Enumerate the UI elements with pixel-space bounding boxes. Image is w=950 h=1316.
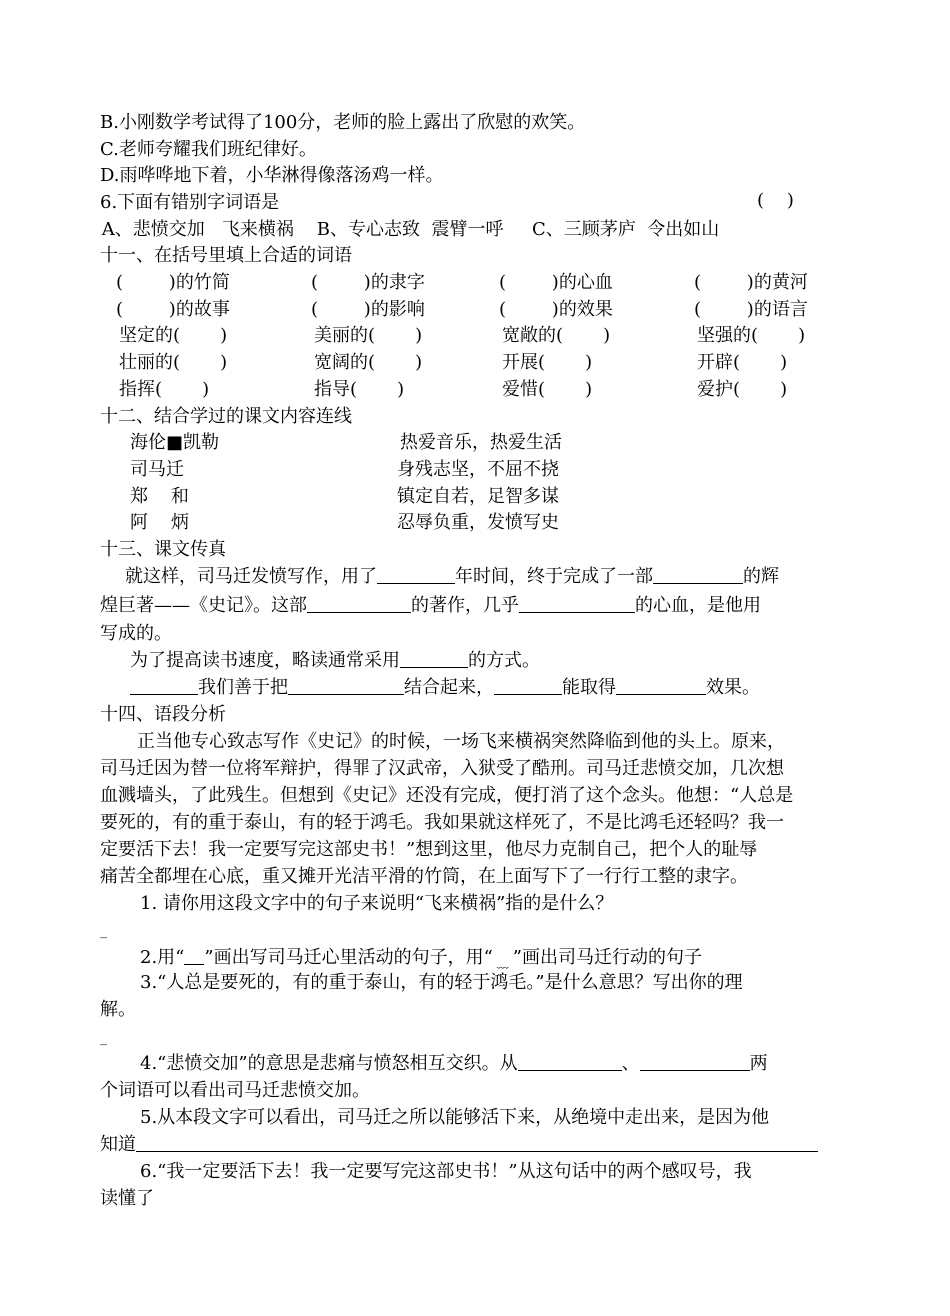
- fill-item: ( )的隶字: [311, 272, 425, 293]
- section-13-line-4: [130, 648, 540, 674]
- answer-blank[interactable]: [653, 565, 743, 584]
- question-6-answer-paren: ( ): [757, 190, 794, 211]
- option-b: B.小刚数学考试得了100分，老师的脸上露出了欣慰的欢笑。: [100, 112, 586, 133]
- question-4-continued: 个词语可以看出司马迁悲愤交加。: [100, 1080, 370, 1101]
- text: 2.用“: [140, 947, 185, 968]
- passage-line: 定要活下去！我一定要写完这部史书！”想到这里，他尽力克制自己，把个人的耻辱: [100, 839, 758, 860]
- text: 就这样，司马迁发愤写作，用了: [125, 566, 377, 587]
- answer-blank[interactable]: [494, 676, 562, 695]
- question-5-continued: [100, 1132, 818, 1158]
- fill-item: ( )的竹简: [116, 272, 230, 293]
- match-left-item: 司马迁: [130, 459, 184, 480]
- text: 的心血，是他用: [635, 595, 761, 616]
- fill-item: 爱惜( ): [502, 379, 593, 400]
- section-14-title: 十四、语段分析: [100, 704, 226, 725]
- fill-item: ( )的黄河: [694, 272, 808, 293]
- fill-item: ( )的心血: [499, 272, 613, 293]
- text: 的著作，几乎: [411, 595, 519, 616]
- question-6-options: A、悲愤交加 飞来横祸 B、专心志致 震臂一呼 C、三顾茅庐 令出如山: [96, 219, 720, 240]
- question-3-continued: 解。: [100, 999, 136, 1020]
- passage-line: 正当他专心致志写作《史记》的时候，一场飞来横祸突然降临到他的头上。原来，: [137, 731, 785, 752]
- answer-line-mark: _: [100, 1030, 107, 1046]
- passage-line: 司马迁因为替一位将军辩护，得罪了汉武帝，入狱受了酷刑。司马迁悲愤交加，几次想: [100, 758, 784, 779]
- question-4: [140, 1051, 768, 1077]
- section-13-line-5: [130, 675, 760, 701]
- question-6: 6.“我一定要活下去！我一定要写完这部史书！”从这句话中的两个感叹号，我: [140, 1161, 752, 1182]
- text: 两: [749, 1053, 768, 1074]
- passage-line: 痛苦全都埋在心底，重又摊开光洁平滑的竹筒，在上面写下了一行行工整的隶字。: [100, 866, 748, 887]
- answer-blank[interactable]: [130, 676, 198, 695]
- text: 知道: [100, 1134, 136, 1155]
- section-13-line-3: 写成的。: [100, 623, 172, 644]
- question-5: 5.从本段文字可以看出，司马迁之所以能够活下来，从绝境中走出来，是因为他: [140, 1107, 770, 1128]
- answer-blank[interactable]: [400, 649, 468, 668]
- section-13-line-2: [100, 593, 761, 619]
- text: 煌巨著——《史记》。这部: [100, 595, 307, 616]
- fill-item: 美丽的( ): [314, 325, 423, 346]
- answer-blank[interactable]: [640, 1052, 750, 1071]
- fill-item: ( )的效果: [499, 299, 613, 320]
- fill-item: 宽敞的( ): [502, 325, 611, 346]
- option-c: C.老师夸耀我们班纪律好。: [100, 139, 317, 160]
- text: 的辉: [743, 566, 779, 587]
- question-6-title: 6.下面有错别字词语是: [100, 192, 280, 213]
- passage-line: 要死的，有的重于泰山，有的轻于鸿毛。我如果就这样死了，不是比鸿毛还轻吗？我一: [100, 812, 784, 833]
- fill-item: 坚强的( ): [697, 325, 806, 346]
- answer-blank[interactable]: [307, 594, 411, 613]
- answer-blank[interactable]: [377, 565, 455, 584]
- wavy-line-sample: ﹏: [496, 956, 509, 970]
- option-d: D.雨哗哗地下着，小华淋得像落汤鸡一样。: [100, 165, 444, 186]
- fill-item: ( )的语言: [694, 299, 808, 320]
- text: 效果。: [706, 677, 760, 698]
- text: 的方式。: [468, 650, 540, 671]
- text: 我们善于把: [198, 677, 288, 698]
- section-12-title: 十二、结合学过的课文内容连线: [100, 406, 352, 427]
- fill-item: ( )的故事: [116, 299, 230, 320]
- match-left-item: 阿 炳: [130, 512, 189, 533]
- question-6-continued: 读懂了: [100, 1188, 154, 1209]
- section-13-title: 十三、课文传真: [100, 539, 226, 560]
- fill-item: 宽阔的( ): [314, 352, 423, 373]
- fill-item: 指导( ): [314, 379, 405, 400]
- underline-sample: [184, 946, 204, 965]
- fill-item: 壮丽的( ): [119, 352, 228, 373]
- text: 、: [621, 1053, 640, 1074]
- text: 能取得: [562, 677, 616, 698]
- text: 结合起来，: [404, 677, 494, 698]
- fill-item: 爱护( ): [697, 379, 788, 400]
- question-1: 1. 请你用这段文字中的句子来说明“飞来横祸”指的是什么？: [140, 893, 614, 914]
- answer-blank[interactable]: [518, 1052, 622, 1071]
- answer-blank[interactable]: [136, 1133, 818, 1152]
- text: 4.“悲愤交加”的意思是悲痛与愤怒相互交织。从: [140, 1053, 518, 1074]
- section-11-title: 十一、在括号里填上合适的词语: [100, 245, 352, 266]
- match-right-item: 忍辱负重，发愤写史: [397, 512, 559, 533]
- fill-item: 开展( ): [502, 352, 593, 373]
- fill-item: 开辟( ): [697, 352, 788, 373]
- answer-blank[interactable]: [519, 594, 635, 613]
- section-13-line-1: [125, 564, 779, 590]
- match-right-item: 热爱音乐，热爱生活: [400, 432, 562, 453]
- text: ”画出司马迁行动的句子: [512, 947, 702, 968]
- match-right-item: 镇定自若，足智多谋: [397, 486, 559, 507]
- match-left-item: 郑 和: [130, 486, 189, 507]
- answer-blank[interactable]: [288, 676, 404, 695]
- fill-item: ( )的影响: [311, 299, 425, 320]
- passage-line: 血溅墙头，了此残生。但想到《史记》还没有完成，便打消了这个念头。他想：“人总是: [100, 785, 794, 806]
- text: 为了提高读书速度，略读通常采用: [130, 650, 400, 671]
- question-3: 3.“人总是要死的，有的重于泰山，有的轻于鸿毛。”是什么意思？写出你的理: [140, 972, 743, 993]
- answer-blank[interactable]: [616, 676, 706, 695]
- text: ”画出写司马迁心里活动的句子，用“: [204, 947, 493, 968]
- answer-line-mark: _: [100, 923, 107, 939]
- text: 年时间，终于完成了一部: [455, 566, 653, 587]
- match-left-item: 海伦■凯勒: [130, 432, 220, 453]
- fill-item: 坚定的( ): [119, 325, 228, 346]
- fill-item: 指挥( ): [119, 379, 210, 400]
- match-right-item: 身残志坚，不屈不挠: [397, 459, 559, 480]
